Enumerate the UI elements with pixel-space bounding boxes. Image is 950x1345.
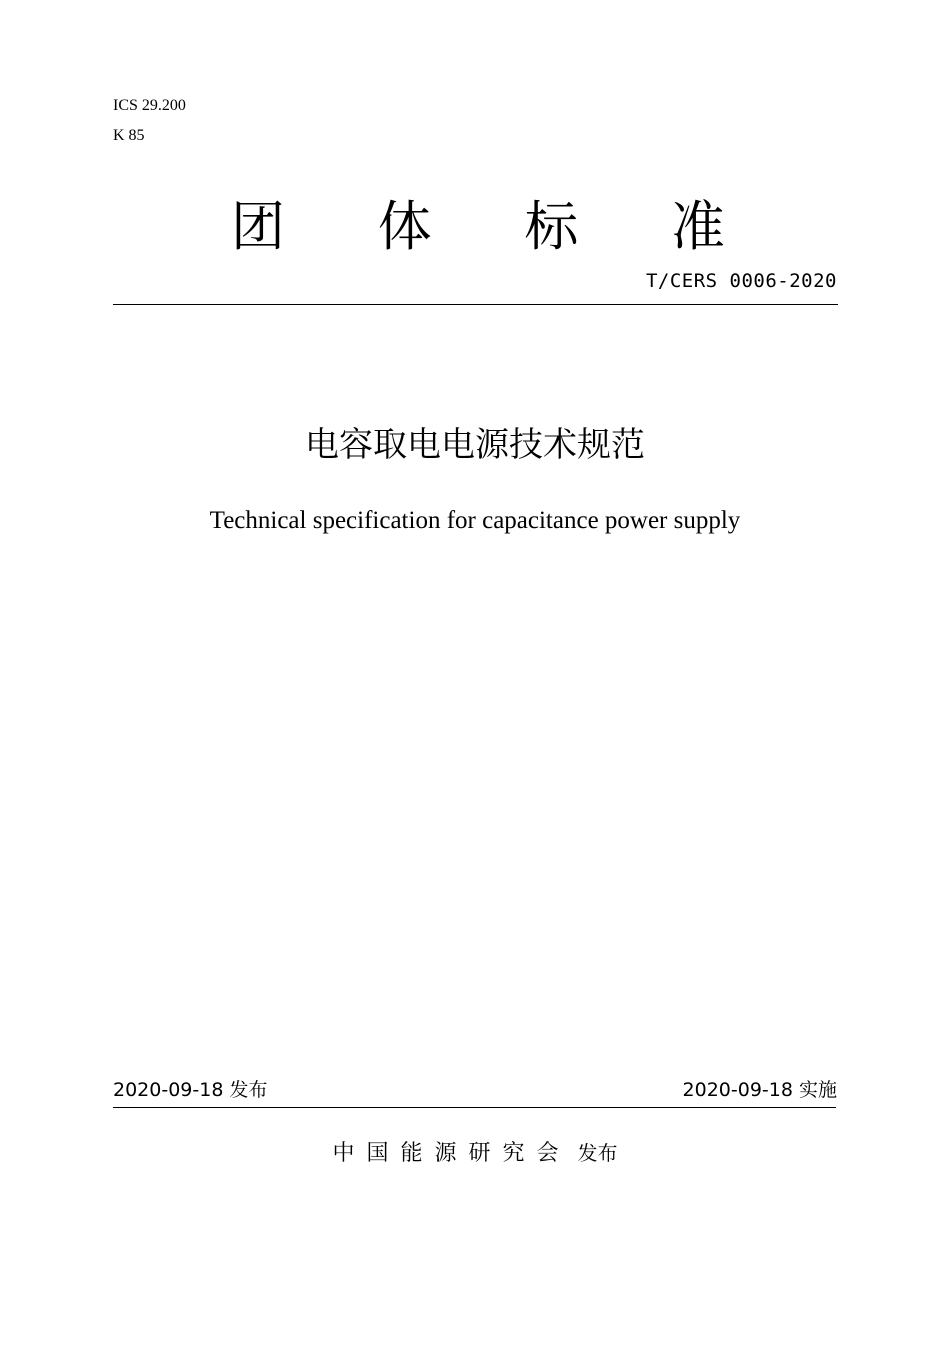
ics-code: ICS 29.200	[113, 97, 186, 114]
standard-type-char: 准	[670, 194, 725, 258]
top-divider	[113, 304, 838, 305]
issuer-suffix: 发布	[577, 1141, 618, 1165]
standard-number: T/CERS 0006-2020	[645, 270, 837, 292]
issuer-line	[0, 1136, 950, 1171]
document-title-chinese: 电容取电电源技术规范	[305, 425, 645, 465]
document-title-english: Technical specification for capacitance power supply	[209, 507, 741, 534]
issuer-organization: 中国能源研究会	[332, 1141, 571, 1166]
bottom-divider	[113, 1107, 836, 1108]
standard-type-char: 标	[524, 194, 579, 258]
standard-type-heading	[228, 186, 728, 258]
issue-date: 2020-09-18 发布	[113, 1079, 268, 1101]
implementation-date: 2020-09-18 实施	[682, 1079, 837, 1101]
standard-type-char: 体	[377, 194, 432, 258]
standard-type-char: 团	[231, 194, 285, 258]
ccs-code: K 85	[113, 127, 145, 144]
